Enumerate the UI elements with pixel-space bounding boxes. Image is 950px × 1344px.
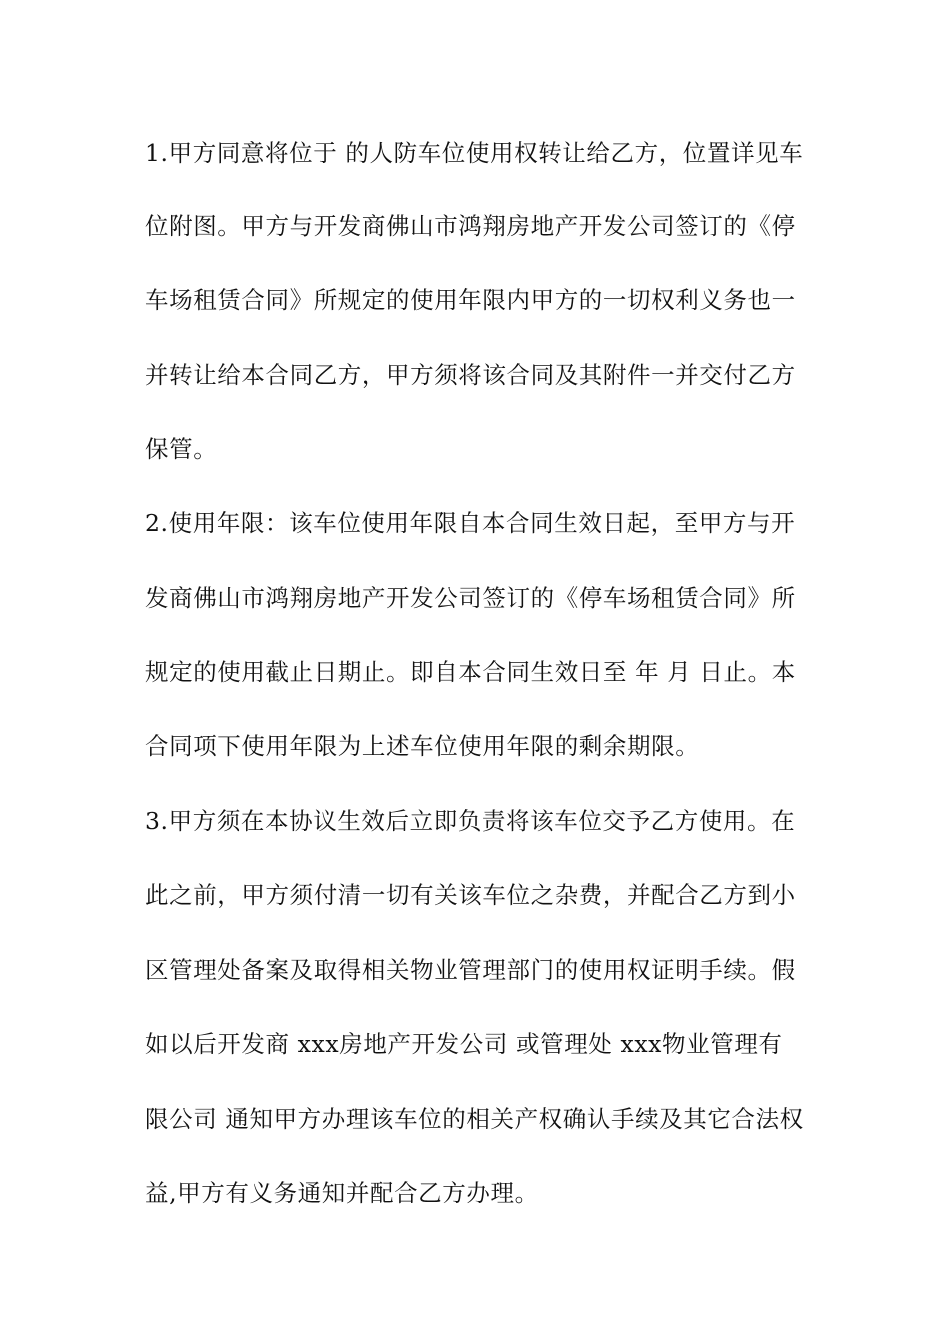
text-line: 此之前，甲方须付清一切有关该车位之杂费，并配合乙方到小 [145, 881, 796, 909]
text-line: 位附图。甲方与开发商佛山市鸿翔房地产开发公司签订的《停 [145, 212, 796, 240]
text-line: 发商佛山市鸿翔房地产开发公司签订的《停车场租赁合同》所 [145, 584, 796, 612]
text-line: 区管理处备案及取得相关物业管理部门的使用权证明手续。假 [145, 956, 796, 984]
text-line: 如以后开发商 xxx房地产开发公司 或管理处 xxx物业管理有 [145, 1030, 783, 1058]
text-line: 1.甲方同意将位于 的人防车位使用权转让给乙方，位置详见车 [145, 139, 804, 167]
text-line: 限公司 通知甲方办理该车位的相关产权确认手续及其它合法权 [145, 1105, 804, 1133]
text-line: 2.使用年限：该车位使用年限自本合同生效日起，至甲方与开 [145, 509, 796, 537]
text-line: 保管。 [145, 435, 218, 463]
text-line: 规定的使用截止日期止。即自本合同生效日至 年 月 日止。本 [145, 658, 796, 686]
text-line: 益,甲方有义务通知并配合乙方办理。 [145, 1179, 539, 1207]
text-line: 3.甲方须在本协议生效后立即负责将该车位交予乙方使用。在 [145, 807, 796, 835]
text-line: 并转让给本合同乙方，甲方须将该合同及其附件一并交付乙方 [145, 361, 796, 389]
text-line: 车场租赁合同》所规定的使用年限内甲方的一切权利义务也一 [145, 286, 796, 314]
text-line: 合同项下使用年限为上述车位使用年限的剩余期限。 [145, 732, 700, 760]
